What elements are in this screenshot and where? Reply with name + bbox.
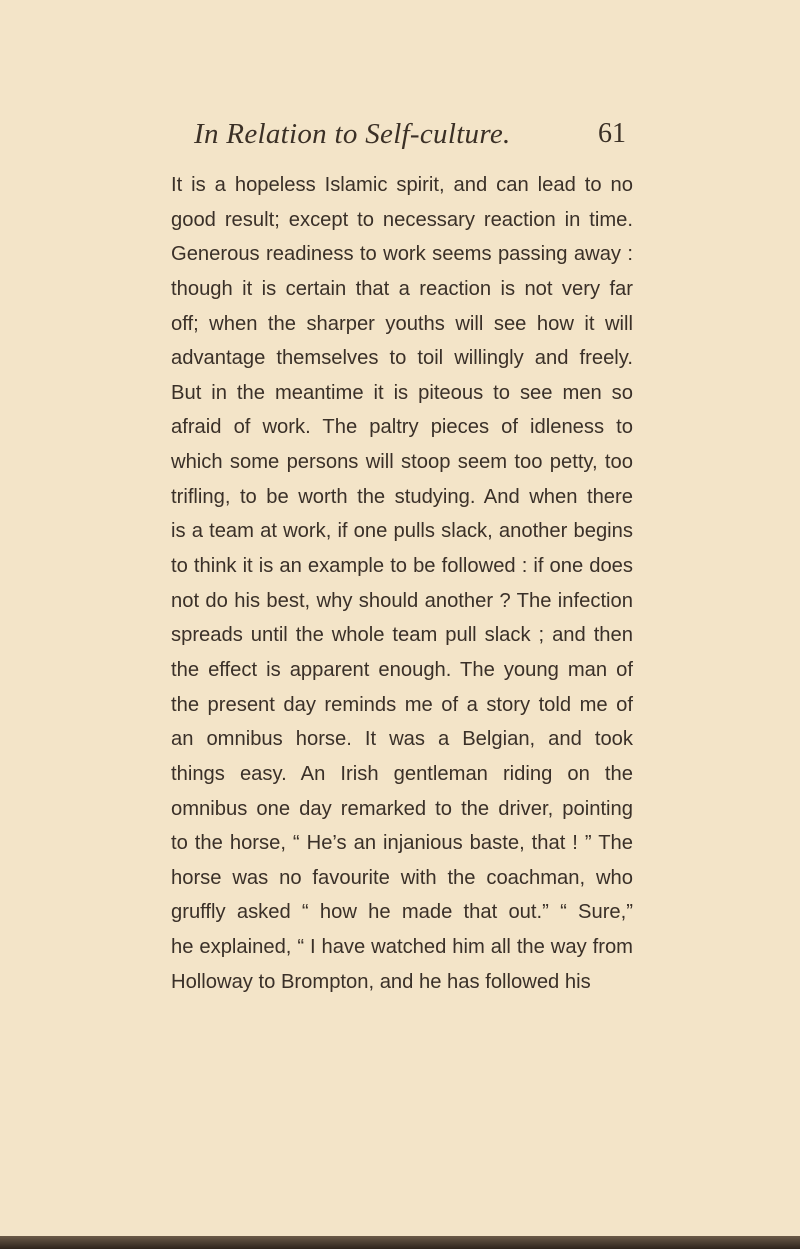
text-line: trifling, to be worth the studying. And when there	[171, 485, 633, 508]
text-line: though it is certain that a reaction is not very far	[171, 277, 633, 300]
body-text	[171, 168, 633, 999]
text-line: the present day reminds me of a story told me of	[171, 693, 633, 716]
text-line: omnibus one day remarked to the driver, pointing	[171, 797, 633, 820]
text-line: Generous readiness to work seems passing away :	[171, 243, 633, 266]
text-line: he explained, “ I have watched him all the way from	[171, 936, 633, 959]
running-head	[170, 118, 630, 158]
text-line: is a team at work, if one pulls slack, another begins	[171, 520, 633, 543]
page-number: 61	[598, 118, 626, 149]
text-line: gruffly asked “ how he made that out.” “ Sure,”	[171, 901, 633, 924]
running-title: In Relation to Self-culture.	[194, 118, 511, 150]
text-line: which some persons will stoop seem too petty, too	[171, 451, 633, 474]
text-line: horse was no favourite with the coachman, who	[171, 866, 633, 889]
text-line: It is a hopeless Islamic spirit, and can lead to no	[171, 174, 633, 196]
text-line: things easy. An Irish gentleman riding on the	[171, 762, 633, 785]
text-line: But in the meantime it is piteous to see men so	[171, 381, 633, 404]
page-edge	[0, 1236, 800, 1249]
text-line: off; when the sharper youths will see how it will	[171, 312, 633, 335]
text-line: an omnibus horse. It was a Belgian, and took	[171, 728, 633, 751]
text-line: afraid of work. The paltry pieces of idleness to	[171, 416, 633, 439]
text-line: to think it is an example to be followed : if one does	[171, 555, 633, 578]
text-line: Holloway to Brompton, and he has followed his	[171, 970, 591, 993]
text-line: the effect is apparent enough. The young man of	[171, 658, 633, 681]
text-line: advantage themselves to toil willingly and freely.	[171, 347, 633, 370]
text-line: to the horse, “ He’s an injanious baste, that ! ” The	[171, 832, 633, 855]
text-line: not do his best, why should another ? The infection	[171, 589, 633, 612]
text-line: spreads until the whole team pull slack ; and then	[171, 624, 633, 647]
text-line: good result; except to necessary reaction in time.	[171, 208, 633, 231]
